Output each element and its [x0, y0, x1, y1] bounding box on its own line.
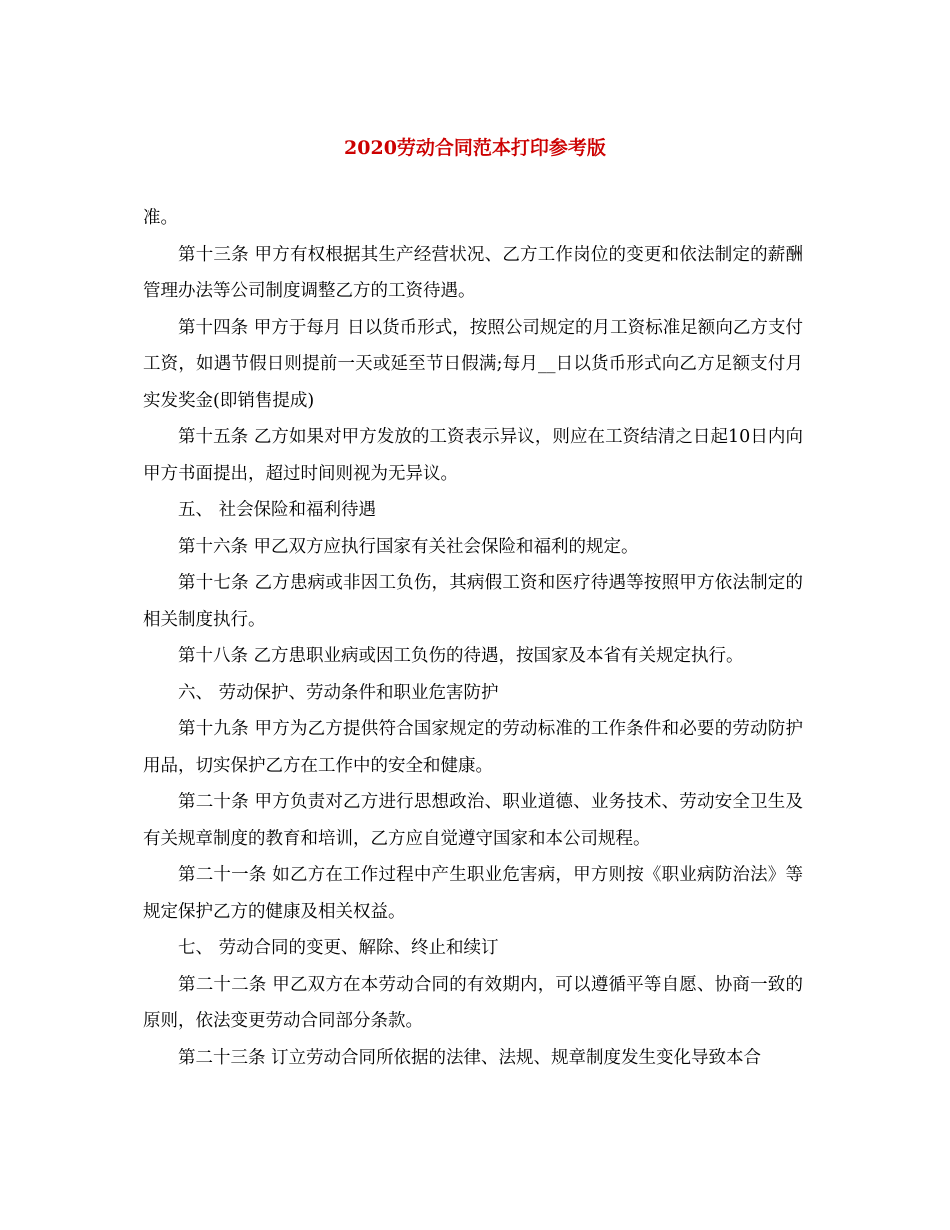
- paragraph-article-18: 第十八条 乙方患职业病或因工负伤的待遇，按国家及本省有关规定执行。: [178, 646, 744, 666]
- document-body: [143, 200, 803, 1076]
- paragraph-article-20: 第二十条 甲方负责对乙方进行思想政治、职业道德、业务技术、劳动安全卫生及有关规章制度的教育和培训，乙方应自觉遵守国家和本公司规程。: [143, 792, 803, 849]
- paragraph-article-19: 第十九条 甲方为乙方提供符合国家规定的劳动标准的工作条件和必要的劳动防护用品，切实保护乙方在工作中的安全和健康。: [143, 719, 803, 776]
- paragraph-article-23: 第二十三条 订立劳动合同所依据的法律、法规、规章制度发生变化导致本合: [178, 1047, 762, 1068]
- section-heading-7: 七、 劳动合同的变更、解除、终止和续订: [178, 938, 499, 958]
- section-heading-5: 五、 社会保险和福利待遇: [178, 500, 377, 520]
- paragraph-article-14: 第十四条 甲方于每月 日以货币形式，按照公司规定的月工资标准足额向乙方支付工资，如遇节假日则提前一天或延至节日假满;每月__日以货币形式向乙方足额支付月实发奖金(即销售提成): [143, 317, 803, 411]
- paragraph-article-22: 第二十二条 甲乙双方在本劳动合同的有效期内，可以遵循平等自愿、协商一致的原则，依法变更劳动合同部分条款。: [143, 974, 803, 1031]
- paragraph-article-21: 第二十一条 如乙方在工作过程中产生职业危害病，甲方则按《职业病防治法》等规定保护乙方的健康及相关权益。: [143, 865, 803, 922]
- paragraph-article-17: 第十七条 乙方患病或非因工负伤，其病假工资和医疗待遇等按照甲方依法制定的相关制度执行。: [143, 573, 803, 630]
- paragraph-article-16: 第十六条 甲乙双方应执行国家有关社会保险和福利的规定。: [178, 536, 639, 557]
- document-title: 2020劳动合同范本打印参考版: [344, 137, 606, 159]
- paragraph-article-15: 第十五条 乙方如果对甲方发放的工资表示异议，则应在工资结清之日起10日内向甲方书面提出，超过时间则视为无异议。: [143, 427, 803, 484]
- paragraph-continuation: 准。: [143, 208, 178, 228]
- paragraph-article-13: 第十三条 甲方有权根据其生产经营状况、乙方工作岗位的变更和依法制定的薪酬管理办法等公司制度调整乙方的工资待遇。: [143, 244, 803, 301]
- section-heading-6: 六、 劳动保护、劳动条件和职业危害防护: [178, 682, 499, 703]
